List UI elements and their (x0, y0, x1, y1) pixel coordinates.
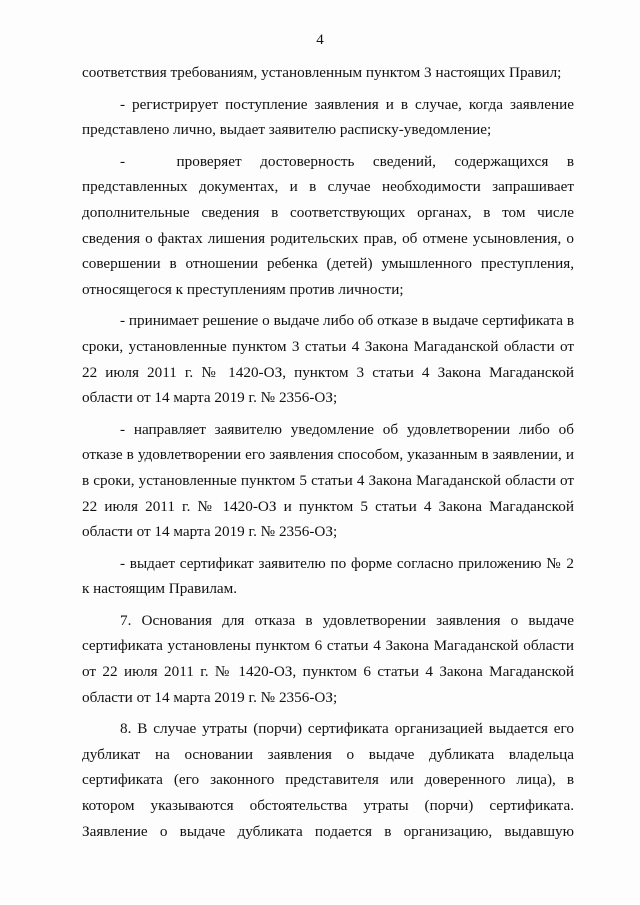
word: сведений, (372, 152, 436, 170)
word: в (566, 152, 574, 170)
list-dash: - (120, 152, 126, 170)
word: проверяет (176, 152, 242, 170)
paragraph-verifies-information (82, 149, 574, 303)
paragraph-continuation: соответствия требованиям, установленным пунктом 3 настоящих Правил; (82, 64, 562, 81)
word: содержащихся (454, 152, 549, 170)
paragraph-registers-application: - регистрирует поступление заявления и в случае, когда заявление представлено лично, выдает заявителю расписку-уведомление; (82, 95, 574, 139)
word: достоверность (260, 152, 355, 170)
page-number: 4 (316, 32, 324, 48)
paragraph-makes-decision: - принимает решение о выдаче либо об отказе в выдаче сертификата в сроки, установленные пунктом 3 статьи 4 Закона Магаданской области от 22 июля 2011 г. № 1420-ОЗ, пунктом 3 статьи 4 Закона Магаданской области от 14 марта 2019 г. № 2356-ОЗ; (82, 312, 574, 407)
spread-first-line (82, 149, 574, 175)
paragraph-item-7: 7. Основания для отказа в удовлетворении заявления о выдаче сертификата установлены пунктом 6 статьи 4 Закона Магаданской области от 22 июля 2011 г. № 1420-ОЗ, пунктом 6 статьи 4 Закона Магаданской области от 14 марта 2019 г. № 2356-ОЗ; (82, 611, 574, 706)
paragraph-verifies-rest: представленных документах, и в случае необходимости запрашивает дополнительные сведения в соответствующих органах, в том числе сведения о фактах лишения родительских прав, об отмене усыновления, о совершении в отношении ребенка (детей) умышленного преступления, относящегося к преступлениям против личности; (82, 178, 574, 298)
document-body (82, 60, 574, 844)
paragraph-sends-notification: - направляет заявителю уведомление об удовлетворении либо об отказе в удовлетворении его заявления способом, указанным в заявлении, и в сроки, установленные пунктом 5 статьи 4 Закона Магаданской области от 22 июля 2011 г. № 1420-ОЗ и пунктом 5 статьи 4 Закона Магаданской области от 14 марта 2019 г. № 2356-ОЗ; (82, 420, 574, 541)
paragraph-item-8: 8. В случае утраты (порчи) сертификата организацией выдается его дубликат на основании заявления о выдаче дубликата владельца сертификата (его законного представителя или доверенного лица), в котором указываются обстоятельства утраты (порчи) сертификата. Заявление о выдаче дубликата подается в организацию, выдавшую (82, 720, 574, 840)
paragraph-issues-certificate: - выдает сертификат заявителю по форме согласно приложению № 2 к настоящим Правилам. (82, 554, 574, 598)
